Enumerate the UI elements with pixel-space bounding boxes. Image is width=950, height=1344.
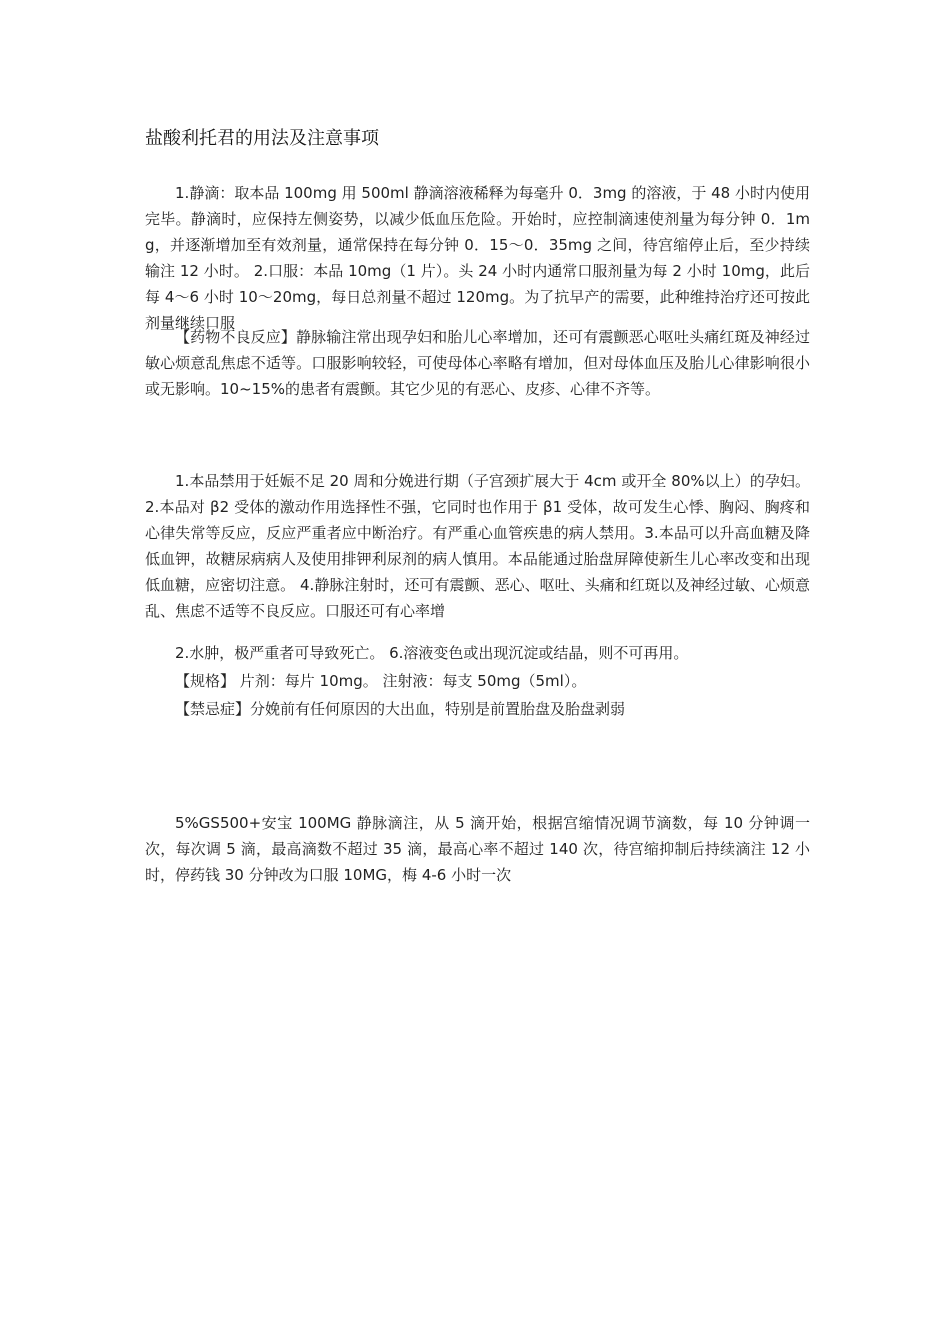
paragraph-specification: 【规格】 片剂：每片 10mg。 注射液：每支 50mg（5ml）。 [175,672,587,690]
paragraph-adverse-reactions: 【药物不良反应】静脉输注常出现孕妇和胎儿心率增加，还可有震颤恶心呕吐头痛红斑及神经过敏心烦意乱焦虑不适等。口服影响较轻，可使母体心率略有增加，但对母体血压及胎儿心律影响很小或无影响。10~15%的患者有震颤。其它少见的有恶心、皮疹、心律不齐等。 [145,328,810,398]
document-title: 盐酸利托君的用法及注意事项 [145,128,379,149]
paragraph-infusion-protocol: 5%GS500+安宝 100MG 静脉滴注，从 5 滴开始，根据宫缩情况调节滴数，每 10 分钟调一次，每次调 5 滴，最高滴数不超过 35 滴，最高心率不超过 140 次，待宫缩抑制后持续滴注 12 小时，停药钱 30 分钟改为口服 10MG，梅 4-6 小时一次 [145,814,810,884]
paragraph-precautions: 1.本品禁用于妊娠不足 20 周和分娩进行期（子宫颈扩展大于 4cm 或开全 80%以上）的孕妇。 2.本品对 β2 受体的激动作用选择性不强，它同时也作用于 β1 受体，故可发生心悸、胸闷、胸疼和心律失常等反应，反应严重者应中断治疗。有严重心血管疾患的病人禁用。3.本品可以升高血糖及降低血钾，故糖尿病病人及使用排钾利尿剂的病人慎用。本品能通过胎盘屏障使新生儿心率改变和出现低血糖，应密切注意。 4.静脉注射时，还可有震颤、恶心、呕吐、头痛和红斑以及神经过敏、心烦意乱、焦虑不适等不良反应。口服还可有心率增 [145,472,810,620]
paragraph-precautions-continued: 2.水肿，极严重者可导致死亡。 6.溶液变色或出现沉淀或结晶，则不可再用。 [175,644,689,662]
paragraph-dosage: 1.静滴：取本品 100mg 用 500ml 静滴溶液稀释为每毫升 0．3mg 的溶液，于 48 小时内使用完毕。静滴时，应保持左侧姿势，以减少低血压危险。开始时，应控制滴速使剂量为每分钟 0．1mg，并逐渐增加至有效剂量，通常保持在每分钟 0．15～0．35mg 之间，待宫缩停止后，至少持续输注 12 小时。 2.口服：本品 10mg（1 片）。头 24 小时内通常口服剂量为每 2 小时 10mg，此后每 4～6 小时 10～20mg，每日总剂量不超过 120mg。为了抗早产的需要，此种维持治疗还可按此剂量继续口服 [145,184,810,332]
paragraph-contraindications: 【禁忌症】分娩前有任何原因的大出血，特别是前置胎盘及胎盘剥弱 [175,700,626,718]
